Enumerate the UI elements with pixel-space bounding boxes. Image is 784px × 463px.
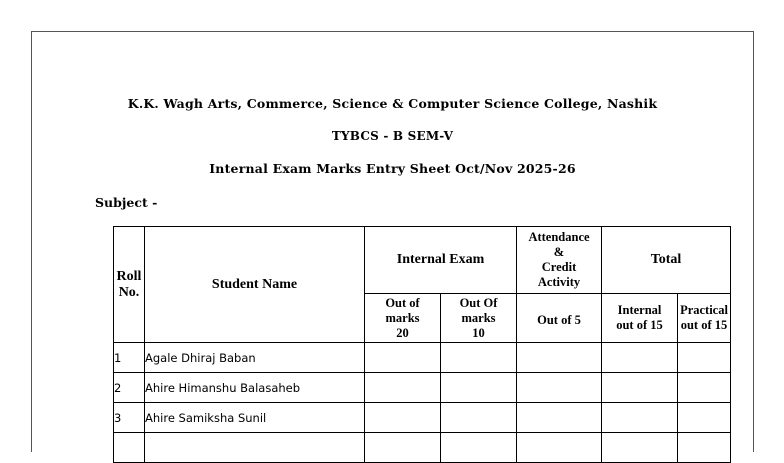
sheet-title: Internal Exam Marks Entry Sheet Oct/Nov 2025-26 [209,161,576,176]
college-name: K.K. Wagh Arts, Commerce, Science & Computer Science College, Nashik [127,96,658,111]
roll-cell [114,433,145,463]
attendance-header: Attendance & Credit Activity [517,227,602,294]
student-name-header: Student Name [145,227,365,343]
name-cell: Ahire Samiksha Sunil [145,403,365,433]
table-row [114,373,731,403]
name-cell [145,433,365,463]
mark-cell[interactable] [441,373,517,403]
table-row [114,433,731,463]
mark-cell[interactable] [602,433,678,463]
mark-cell[interactable] [678,433,731,463]
mark-cell[interactable] [678,373,731,403]
name-cell: Agale Dhiraj Baban [145,343,365,373]
internal-exam-header: Internal Exam [365,227,517,294]
mark-cell[interactable] [365,343,441,373]
mark-cell[interactable] [678,343,731,373]
mark-cell[interactable] [441,403,517,433]
table-row [114,403,731,433]
mark-cell[interactable] [517,373,602,403]
roll-cell: 2 [114,373,145,403]
table-row [114,343,731,373]
document-page [31,31,754,452]
mark-cell[interactable] [602,403,678,433]
mark-cell[interactable] [365,403,441,433]
out-of-10-header: Out Of marks 10 [441,294,517,343]
mark-cell[interactable] [517,403,602,433]
out-of-5-header: Out of 5 [517,294,602,343]
mark-cell[interactable] [678,403,731,433]
mark-cell[interactable] [602,373,678,403]
marks-table [113,226,731,463]
name-cell: Ahire Himanshu Balasaheb [145,373,365,403]
mark-cell[interactable] [517,433,602,463]
out-of-20-header: Out of marks 20 [365,294,441,343]
mark-cell[interactable] [441,343,517,373]
roll-cell: 1 [114,343,145,373]
mark-cell[interactable] [517,343,602,373]
internal-15-header: Internal out of 15 [602,294,678,343]
mark-cell[interactable] [365,433,441,463]
mark-cell[interactable] [365,373,441,403]
subject-label: Subject - [95,195,158,210]
roll-cell: 3 [114,403,145,433]
mark-cell[interactable] [441,433,517,463]
practical-15-header: Practical out of 15 [678,294,731,343]
total-header: Total [602,227,731,294]
class-name: TYBCS - B SEM-V [331,129,454,143]
mark-cell[interactable] [602,343,678,373]
roll-header: Roll No. [114,227,145,343]
